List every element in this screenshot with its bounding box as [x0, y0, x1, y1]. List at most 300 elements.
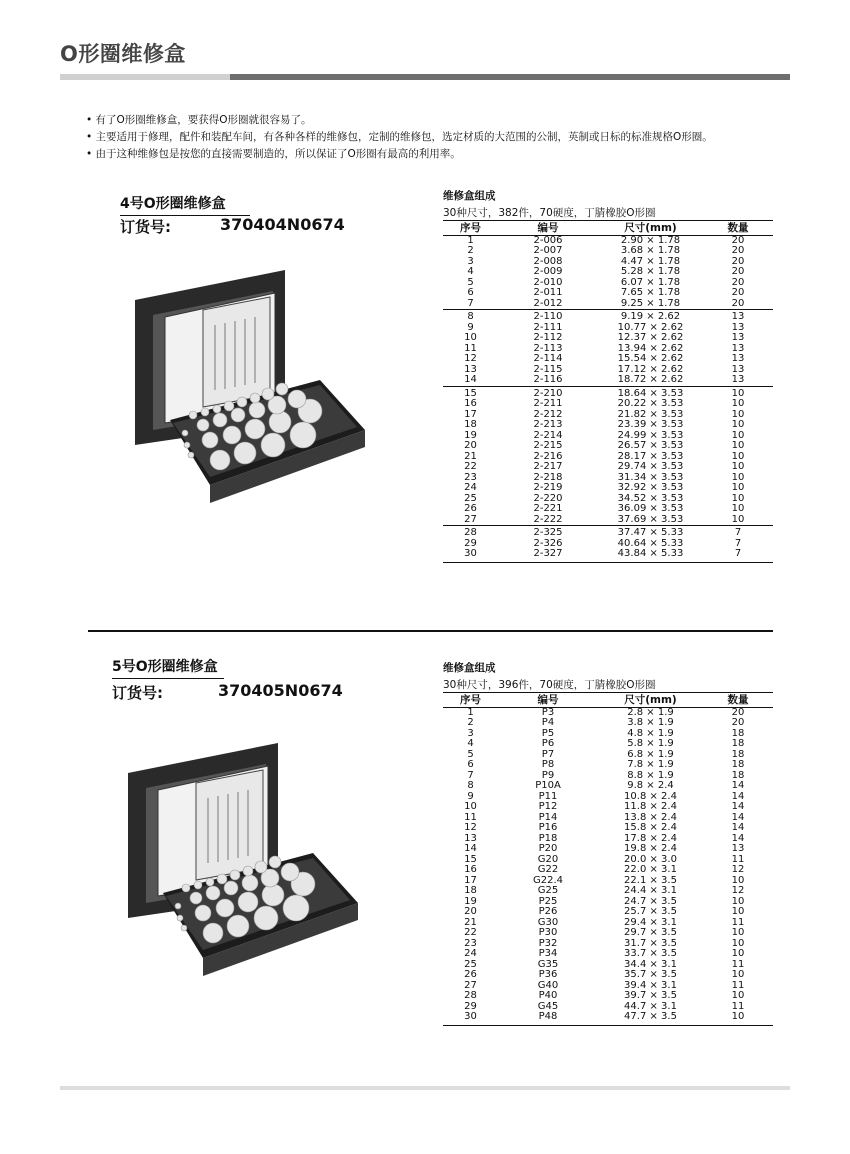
- cell-qty: 10: [731, 503, 745, 514]
- cell-index: 13: [464, 832, 477, 844]
- table-row: [443, 399, 773, 410]
- cell-index: 26: [464, 969, 477, 980]
- cell-size: 9.25 × 1.78: [620, 297, 681, 309]
- cell-size: 34.4 × 3.1: [624, 958, 677, 970]
- cell-size: 2.90 × 1.78: [620, 234, 681, 246]
- cell-index: 6: [467, 759, 474, 770]
- cell-qty: 10: [731, 492, 745, 504]
- table-row: [443, 257, 773, 268]
- cell-qty: 13: [731, 843, 745, 854]
- cell-index: 8: [467, 780, 474, 791]
- cell-qty: 20: [731, 287, 745, 298]
- kit5-order-number: 370405N0674: [218, 681, 343, 700]
- cell-code: P36: [538, 969, 558, 980]
- cell-size: 7.8 × 1.9: [627, 759, 674, 770]
- cell-qty: 11: [731, 853, 745, 865]
- page-title: O形圈维修盒: [60, 42, 186, 66]
- cell-size: 12.37 × 2.62: [617, 332, 684, 343]
- kit4-order: [120, 215, 345, 237]
- cell-size: 17.8 × 2.4: [624, 832, 677, 844]
- cell-index: 20: [464, 906, 477, 917]
- cell-code: P7: [541, 748, 555, 760]
- cell-index: 30: [443, 1012, 498, 1025]
- kit4-box-graphic: [135, 270, 365, 503]
- cell-qty: 10: [703, 386, 773, 399]
- cell-qty: 14: [731, 811, 745, 823]
- cell-code: 2-111: [533, 321, 563, 333]
- table-row: [443, 452, 773, 463]
- cell-code: G22.4: [532, 874, 563, 886]
- cell-qty: 11: [731, 958, 745, 970]
- cell-code: P9: [541, 769, 555, 781]
- cell-code: G40: [537, 979, 559, 991]
- kit4-title: 4号O形圈维修盒: [120, 193, 250, 216]
- cell-qty: 14: [731, 780, 745, 791]
- col-header: 数量: [703, 693, 773, 708]
- cell-index: 27: [464, 513, 477, 525]
- cell-code: 2-325: [498, 526, 598, 539]
- cell-index: 29: [464, 1000, 477, 1012]
- cell-index: 24: [464, 482, 477, 493]
- cell-size: 21.82 × 3.53: [617, 408, 684, 420]
- cell-qty: 13: [731, 363, 745, 375]
- table-row: [443, 431, 773, 442]
- table-row: [443, 526, 773, 539]
- cell-qty: 18: [731, 748, 745, 760]
- cell-code: P18: [538, 832, 558, 844]
- cell-index: 4: [467, 738, 474, 749]
- cell-qty: 14: [731, 832, 745, 844]
- cell-code: 2-116: [533, 374, 563, 385]
- cell-code: P8: [541, 759, 555, 770]
- table-row: [443, 494, 773, 505]
- cell-size: 6.8 × 1.9: [627, 748, 674, 760]
- cell-size: 44.7 × 3.1: [624, 1000, 677, 1012]
- cell-size: 20.0 × 3.0: [624, 853, 677, 865]
- table-row: [443, 886, 773, 897]
- kit5-composition-table: [443, 692, 773, 1026]
- bullet-item: • 有了O形圈维修盒，要获得O形圈就很容易了。: [86, 114, 312, 126]
- cell-qty: 20: [731, 706, 745, 718]
- cell-index: 23: [464, 471, 477, 483]
- table-row: [443, 918, 773, 929]
- cell-index: 18: [464, 419, 477, 430]
- table-row: [443, 410, 773, 421]
- table-row: [443, 813, 773, 824]
- table-row: [443, 420, 773, 431]
- cell-index: 22: [464, 461, 477, 472]
- cell-size: 39.7 × 3.5: [624, 990, 677, 1001]
- cell-qty: 14: [731, 790, 745, 802]
- cell-code: P10A: [535, 780, 561, 791]
- cell-code: 2-219: [533, 482, 563, 493]
- cell-index: 10: [464, 332, 477, 343]
- cell-qty: 13: [731, 332, 745, 343]
- cell-index: 7: [467, 297, 474, 309]
- table-row: [443, 739, 773, 750]
- cell-size: 26.57 × 3.53: [617, 440, 684, 451]
- table-row: [443, 375, 773, 386]
- cell-code: G25: [537, 885, 559, 896]
- cell-qty: 13: [731, 374, 745, 385]
- cell-index: 18: [464, 885, 477, 896]
- cell-index: 16: [464, 864, 477, 875]
- cell-code: P16: [538, 822, 558, 833]
- cell-index: 15: [464, 853, 477, 865]
- cell-size: 8.8 × 1.9: [627, 769, 674, 781]
- table-row: [443, 1012, 773, 1025]
- cell-index: 19: [464, 895, 477, 907]
- cell-qty: 14: [731, 801, 745, 812]
- cell-code: 2-114: [533, 353, 563, 364]
- kit4-comp-heading: 维修盒组成: [443, 190, 496, 202]
- cell-code: 2-327: [498, 549, 598, 562]
- table-row: [443, 515, 773, 526]
- cell-code: 2-217: [533, 461, 563, 472]
- cell-code: 2-215: [533, 440, 563, 451]
- kit5-box-graphic: [128, 743, 358, 976]
- table-row: [443, 792, 773, 803]
- cell-index: 12: [464, 353, 477, 364]
- cell-code: 2-009: [533, 266, 563, 277]
- cell-size: 24.4 × 3.1: [624, 885, 677, 896]
- cell-index: 15: [443, 386, 498, 399]
- cell-code: 2-221: [533, 503, 563, 514]
- cell-code: 2-112: [533, 332, 563, 343]
- cell-index: 25: [464, 958, 477, 970]
- cell-index: 28: [464, 990, 477, 1001]
- cell-size: 15.54 × 2.62: [617, 353, 684, 364]
- cell-size: 32.92 × 3.53: [617, 482, 684, 493]
- cell-size: 15.8 × 2.4: [624, 822, 677, 833]
- cell-size: 5.28 × 1.78: [620, 266, 681, 277]
- cell-code: P48: [498, 1012, 598, 1025]
- cell-index: 3: [467, 255, 474, 267]
- cell-qty: 10: [731, 895, 745, 907]
- cell-qty: 10: [731, 937, 745, 949]
- cell-code: P5: [541, 727, 555, 739]
- cell-code: G22: [537, 864, 559, 875]
- title-rule-dark: [230, 74, 790, 80]
- cell-qty: 10: [731, 948, 745, 959]
- table-row: [443, 729, 773, 740]
- table-row: [443, 288, 773, 299]
- cell-size: 29.4 × 3.1: [624, 916, 677, 928]
- cell-index: 10: [464, 801, 477, 812]
- cell-size: 47.7 × 3.5: [598, 1012, 703, 1025]
- cell-qty: 10: [731, 990, 745, 1001]
- table-row: [443, 1002, 773, 1013]
- cell-size: 35.7 × 3.5: [624, 969, 677, 980]
- col-header: 尺寸(mm): [598, 221, 703, 236]
- cell-index: 11: [464, 811, 477, 823]
- table-row: [443, 707, 773, 718]
- cell-qty: 11: [731, 979, 745, 991]
- table-row: [443, 907, 773, 918]
- cell-size: 40.64 × 5.33: [617, 537, 684, 549]
- cell-qty: 10: [731, 440, 745, 451]
- cell-code: 2-010: [533, 276, 563, 288]
- cell-qty: 10: [731, 482, 745, 493]
- cell-index: 14: [464, 843, 477, 854]
- kit5-order: [112, 681, 343, 703]
- cell-index: 14: [464, 374, 477, 385]
- table-row: [443, 949, 773, 960]
- col-header: 序号: [443, 221, 498, 236]
- cell-index: 28: [443, 526, 498, 539]
- cell-size: 4.8 × 1.9: [627, 727, 674, 739]
- table-row: [443, 981, 773, 992]
- cell-index: 13: [464, 363, 477, 375]
- cell-size: 7.65 × 1.78: [620, 287, 681, 298]
- cell-code: P14: [538, 811, 558, 823]
- col-header: 序号: [443, 693, 498, 708]
- cell-size: 20.22 × 3.53: [617, 398, 684, 409]
- cell-index: 7: [467, 769, 474, 781]
- cell-code: P25: [538, 895, 558, 907]
- title-rule-light: [60, 74, 230, 80]
- cell-qty: 14: [731, 822, 745, 833]
- cell-size: 11.8 × 2.4: [624, 801, 677, 812]
- table-row: [443, 970, 773, 981]
- cell-index: 21: [464, 450, 477, 462]
- cell-index: 5: [467, 276, 474, 288]
- cell-code: 2-326: [533, 537, 563, 549]
- cell-size: 22.1 × 3.5: [624, 874, 677, 886]
- table-row: [443, 441, 773, 452]
- cell-size: 13.8 × 2.4: [624, 811, 677, 823]
- cell-index: 29: [464, 537, 477, 549]
- cell-index: 17: [464, 408, 477, 420]
- cell-qty: 10: [731, 408, 745, 420]
- table-row: [443, 344, 773, 355]
- cell-code: 2-220: [533, 492, 563, 504]
- bullet-item: • 由于这种维修包是按您的直接需要制造的，所以保证了O形圈有最高的利用率。: [86, 148, 461, 160]
- table-row: [443, 354, 773, 365]
- cell-code: 2-110: [498, 310, 598, 323]
- cell-size: 31.34 × 3.53: [617, 471, 684, 483]
- cell-size: 6.07 × 1.78: [620, 276, 681, 288]
- col-header: 数量: [703, 221, 773, 236]
- cell-size: 17.12 × 2.62: [617, 363, 684, 375]
- cell-index: 12: [464, 822, 477, 833]
- cell-code: P26: [538, 906, 558, 917]
- cell-size: 9.8 × 2.4: [627, 780, 674, 791]
- col-header: 编号: [498, 221, 598, 236]
- table-row: [443, 823, 773, 834]
- table-row: [443, 310, 773, 323]
- cell-code: 2-218: [533, 471, 563, 483]
- cell-index: 17: [464, 874, 477, 886]
- kit5-order-label: 订货号:: [112, 684, 163, 702]
- kit5-comp-heading: 维修盒组成: [443, 662, 496, 674]
- cell-index: 20: [464, 440, 477, 451]
- table-row: [443, 928, 773, 939]
- cell-index: 2: [467, 245, 474, 256]
- cell-code: P12: [538, 801, 558, 812]
- cell-size: 24.99 × 3.53: [617, 429, 684, 441]
- cell-code: P4: [541, 717, 555, 728]
- cell-index: 25: [464, 492, 477, 504]
- table-row: [443, 960, 773, 971]
- table-row: [443, 855, 773, 866]
- cell-index: 1: [467, 706, 474, 718]
- cell-code: 2-008: [533, 255, 563, 267]
- cell-code: 2-006: [533, 234, 563, 246]
- table-row: [443, 844, 773, 855]
- cell-size: 19.8 × 2.4: [624, 843, 677, 854]
- table-row: [443, 834, 773, 845]
- table-row: [443, 760, 773, 771]
- cell-qty: 12: [731, 864, 745, 875]
- cell-code: 2-113: [533, 342, 563, 354]
- cell-size: 31.7 × 3.5: [624, 937, 677, 949]
- cell-size: 4.47 × 1.78: [620, 255, 681, 267]
- table-row: [443, 865, 773, 876]
- col-header: 尺寸(mm): [598, 693, 703, 708]
- cell-size: 10.77 × 2.62: [617, 321, 684, 333]
- cell-qty: 7: [703, 526, 773, 539]
- cell-size: 43.84 × 5.33: [598, 549, 703, 562]
- cell-qty: 18: [731, 759, 745, 770]
- cell-code: P32: [538, 937, 558, 949]
- footer-rule: [60, 1086, 790, 1090]
- table-row: [443, 299, 773, 310]
- cell-index: 5: [467, 748, 474, 760]
- cell-index: 30: [443, 549, 498, 562]
- cell-size: 28.17 × 3.53: [617, 450, 684, 462]
- cell-size: 13.94 × 2.62: [617, 342, 684, 354]
- cell-code: P30: [538, 927, 558, 938]
- cell-qty: 10: [703, 1012, 773, 1025]
- cell-qty: 20: [731, 234, 745, 246]
- table-row: [443, 897, 773, 908]
- cell-size: 29.7 × 3.5: [624, 927, 677, 938]
- cell-code: 2-210: [498, 386, 598, 399]
- cell-qty: 20: [731, 276, 745, 288]
- kit4-order-label: 订货号:: [120, 218, 171, 236]
- kit4-product-image: [125, 255, 375, 515]
- table-row: [443, 718, 773, 729]
- cell-size: 5.8 × 1.9: [627, 738, 674, 749]
- kit5-product-image: [118, 728, 368, 988]
- cell-code: G30: [537, 916, 559, 928]
- table-row: [443, 267, 773, 278]
- cell-code: 2-212: [533, 408, 563, 420]
- table-row: [443, 504, 773, 515]
- table-row: [443, 483, 773, 494]
- cell-qty: 13: [731, 353, 745, 364]
- kit4-order-number: 370404N0674: [220, 215, 345, 234]
- cell-size: 10.8 × 2.4: [624, 790, 677, 802]
- table-row: [443, 939, 773, 950]
- cell-size: 34.52 × 3.53: [617, 492, 684, 504]
- cell-size: 18.72 × 2.62: [617, 374, 684, 385]
- cell-code: G35: [537, 958, 559, 970]
- cell-index: 23: [464, 937, 477, 949]
- cell-code: 2-216: [533, 450, 563, 462]
- cell-code: P34: [538, 948, 558, 959]
- table-row: [443, 549, 773, 562]
- cell-qty: 7: [703, 549, 773, 562]
- col-header: 编号: [498, 693, 598, 708]
- cell-qty: 10: [731, 450, 745, 462]
- cell-index: 22: [464, 927, 477, 938]
- cell-size: 18.64 × 3.53: [598, 386, 703, 399]
- cell-code: 2-012: [533, 297, 563, 309]
- cell-size: 25.7 × 3.5: [624, 906, 677, 917]
- kit4-composition-table: [443, 220, 773, 563]
- cell-qty: 18: [731, 738, 745, 749]
- cell-code: P3: [541, 706, 555, 718]
- cell-index: 9: [467, 321, 474, 333]
- kit5-comp-desc: 30种尺寸，396件，70硬度，丁腈橡胶O形圈: [443, 679, 656, 691]
- table-row: [443, 246, 773, 257]
- cell-qty: 11: [731, 1000, 745, 1012]
- table-row: [443, 462, 773, 473]
- cell-code: G45: [537, 1000, 559, 1012]
- cell-code: 2-115: [533, 363, 563, 375]
- section-divider: [88, 630, 773, 632]
- cell-index: 2: [467, 717, 474, 728]
- cell-index: 21: [464, 916, 477, 928]
- intro-bullets: [86, 112, 713, 163]
- cell-index: 3: [467, 727, 474, 739]
- cell-size: 37.47 × 5.33: [598, 526, 703, 539]
- table-row: [443, 386, 773, 399]
- table-row: [443, 278, 773, 289]
- cell-code: 2-007: [533, 245, 563, 256]
- cell-qty: 18: [731, 769, 745, 781]
- table-row: [443, 365, 773, 376]
- cell-code: P11: [538, 790, 558, 802]
- cell-qty: 7: [734, 537, 742, 549]
- cell-qty: 11: [731, 916, 745, 928]
- cell-qty: 20: [731, 297, 745, 309]
- cell-qty: 10: [731, 927, 745, 938]
- cell-qty: 13: [731, 342, 745, 354]
- cell-index: 6: [467, 287, 474, 298]
- table-row: [443, 333, 773, 344]
- cell-qty: 10: [731, 471, 745, 483]
- cell-size: 36.09 × 3.53: [617, 503, 684, 514]
- cell-qty: 10: [731, 398, 745, 409]
- cell-size: 29.74 × 3.53: [617, 461, 684, 472]
- cell-size: 24.7 × 3.5: [624, 895, 677, 907]
- cell-qty: 10: [731, 906, 745, 917]
- cell-qty: 10: [731, 429, 745, 441]
- cell-qty: 13: [731, 321, 745, 333]
- table-row: [443, 771, 773, 782]
- cell-qty: 10: [731, 461, 745, 472]
- cell-qty: 10: [731, 513, 745, 525]
- cell-qty: 13: [703, 310, 773, 323]
- cell-code: 2-211: [533, 398, 563, 409]
- bullet-item: • 主要适用于修理，配件和装配车间，有各种各样的维修包，定制的维修包，选定材质的大范围的公制，英制或日标的标准规格O形圈。: [86, 131, 713, 143]
- cell-code: 2-214: [533, 429, 563, 441]
- cell-code: 2-011: [533, 287, 563, 298]
- cell-size: 9.19 × 2.62: [598, 310, 703, 323]
- cell-size: 3.68 × 1.78: [620, 245, 681, 256]
- cell-size: 33.7 × 3.5: [624, 948, 677, 959]
- table-row: [443, 473, 773, 484]
- cell-size: 23.39 × 3.53: [617, 419, 684, 430]
- cell-qty: 10: [731, 419, 745, 430]
- cell-qty: 10: [731, 969, 745, 980]
- cell-code: P6: [541, 738, 555, 749]
- cell-index: 8: [443, 310, 498, 323]
- cell-size: 37.69 × 3.53: [617, 513, 684, 525]
